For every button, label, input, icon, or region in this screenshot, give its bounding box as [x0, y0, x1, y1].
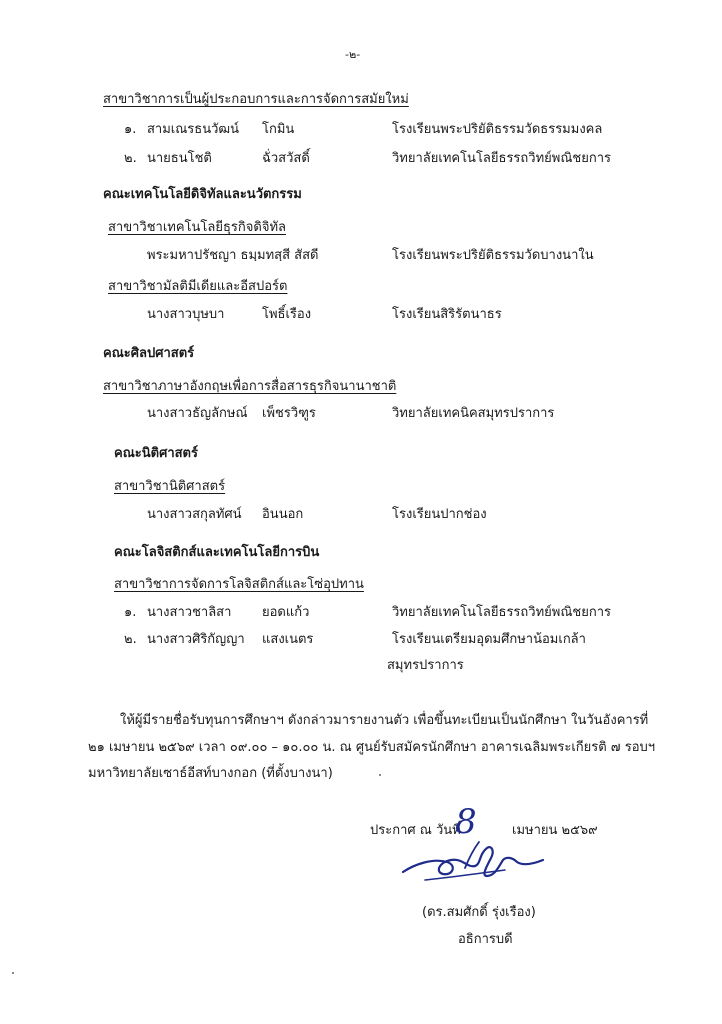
student-school: โรงเรียนพระปริยัติธรรมวัดบางนาใน: [392, 248, 594, 263]
student-surname: โกมิน: [262, 122, 295, 137]
student-name: นายธนโชติ: [147, 151, 212, 166]
student-name: นางสาวธัญลักษณ์: [147, 406, 248, 421]
student-surname: ฉั่วสวัสดิ์: [262, 151, 310, 166]
speck: [12, 972, 14, 974]
major-heading-logistics: สาขาวิชาการจัดการโลจิสติกส์และโซ่อุปทาน: [114, 577, 364, 592]
faculty-heading-logistics: คณะโลจิสติกส์และเทคโนโลยีการบิน: [114, 545, 320, 560]
student-surname: อินนอก: [262, 507, 304, 522]
signer-name: (ดร.สมศักดิ์ รุ่งเรือง): [422, 905, 536, 920]
paragraph-line-1: ให้ผู้มีรายชื่อรับทุนการศึกษาฯ ดังกล่าวมารายงานตัว เพื่อขึ้นทะเบียนเป็นนักศึกษา ในวันอังคารที่: [120, 713, 649, 728]
student-school: โรงเรียนสิริรัตนาธร: [392, 307, 502, 322]
student-surname: เพ็ชรวิฑูร: [262, 406, 316, 421]
student-name: สามเณรธนวัฒน์: [147, 122, 240, 137]
paragraph-line-3: มหาวิทยาลัยเซาธ์อีสท์บางกอก (ที่ตั้งบางนา): [88, 766, 333, 781]
student-surname: โพธิ์เรือง: [262, 307, 312, 322]
faculty-heading-digital: คณะเทคโนโลยีดิจิทัลและนวัตกรรม: [103, 187, 302, 202]
announce-prefix: ประกาศ ณ วันที่: [370, 823, 461, 838]
student-school: โรงเรียนพระปริยัติธรรมวัดธรรมมงคล: [392, 122, 603, 137]
major-heading-multimedia: สาขาวิชามัลติมีเดียและอีสปอร์ต: [108, 279, 288, 294]
paragraph-line-2: ๒๑ เมษายน ๒๕๖๙ เวลา ๐๙.๐๐ – ๑๐.๐๐ น. ณ ศูนย์รับสมัครนักศึกษา อาคารเฉลิมพระเกียรติ ๗ รอบฯ: [88, 740, 656, 755]
student-school: โรงเรียนปากช่อง: [392, 507, 487, 522]
page-number: -๒-: [345, 48, 361, 61]
signature-image: [395, 828, 555, 892]
student-surname: ยอดแก้ว: [262, 605, 310, 620]
row-number: ๒.: [124, 151, 137, 166]
faculty-heading-law: คณะนิติศาสตร์: [114, 446, 198, 461]
major-heading-law: สาขาวิชานิติศาสตร์: [114, 479, 226, 494]
student-surname: แสงเนตร: [262, 632, 314, 647]
major-heading-digital-business: สาขาวิชาเทคโนโลยีธุรกิจดิจิทัล: [108, 220, 286, 235]
announce-month-year: เมษายน ๒๕๖๙: [512, 823, 598, 838]
signer-title: อธิการบดี: [458, 932, 513, 947]
student-name: นางสาวศิริกัญญา: [147, 632, 245, 647]
announce-day-handwritten: 8: [455, 802, 477, 842]
student-school-line2: สมุทรปราการ: [387, 658, 464, 673]
student-school: โรงเรียนเตรียมอุดมศึกษาน้อมเกล้า: [392, 632, 586, 647]
faculty-heading-arts: คณะศิลปศาสตร์: [103, 346, 195, 361]
speck: [379, 774, 381, 776]
row-number: ๒.: [124, 632, 137, 647]
student-name: นางสาวสกุลทัศน์: [147, 507, 242, 522]
major-heading-entrepreneur: สาขาวิชาการเป็นผู้ประกอบการและการจัดการสมัยใหม่: [103, 92, 409, 107]
student-school: วิทยาลัยเทคโนโลยีธรรถวิทย์พณิชยการ: [392, 605, 611, 620]
student-school: วิทยาลัยเทคนิคสมุทรปราการ: [392, 406, 555, 421]
student-name: พระมหาปรัชญา ธมฺมทสฺสี สัสดี: [147, 248, 319, 263]
row-number: ๑.: [124, 122, 137, 137]
major-heading-english: สาขาวิชาภาษาอังกฤษเพื่อการสื่อสารธุรกิจนานาชาติ: [103, 379, 397, 394]
row-number: ๑.: [124, 605, 137, 620]
student-name: นางสาวบุษบา: [147, 307, 225, 322]
student-name: นางสาวชาลิสา: [147, 605, 232, 620]
student-school: วิทยาลัยเทคโนโลยีธรรถวิทย์พณิชยการ: [392, 151, 611, 166]
